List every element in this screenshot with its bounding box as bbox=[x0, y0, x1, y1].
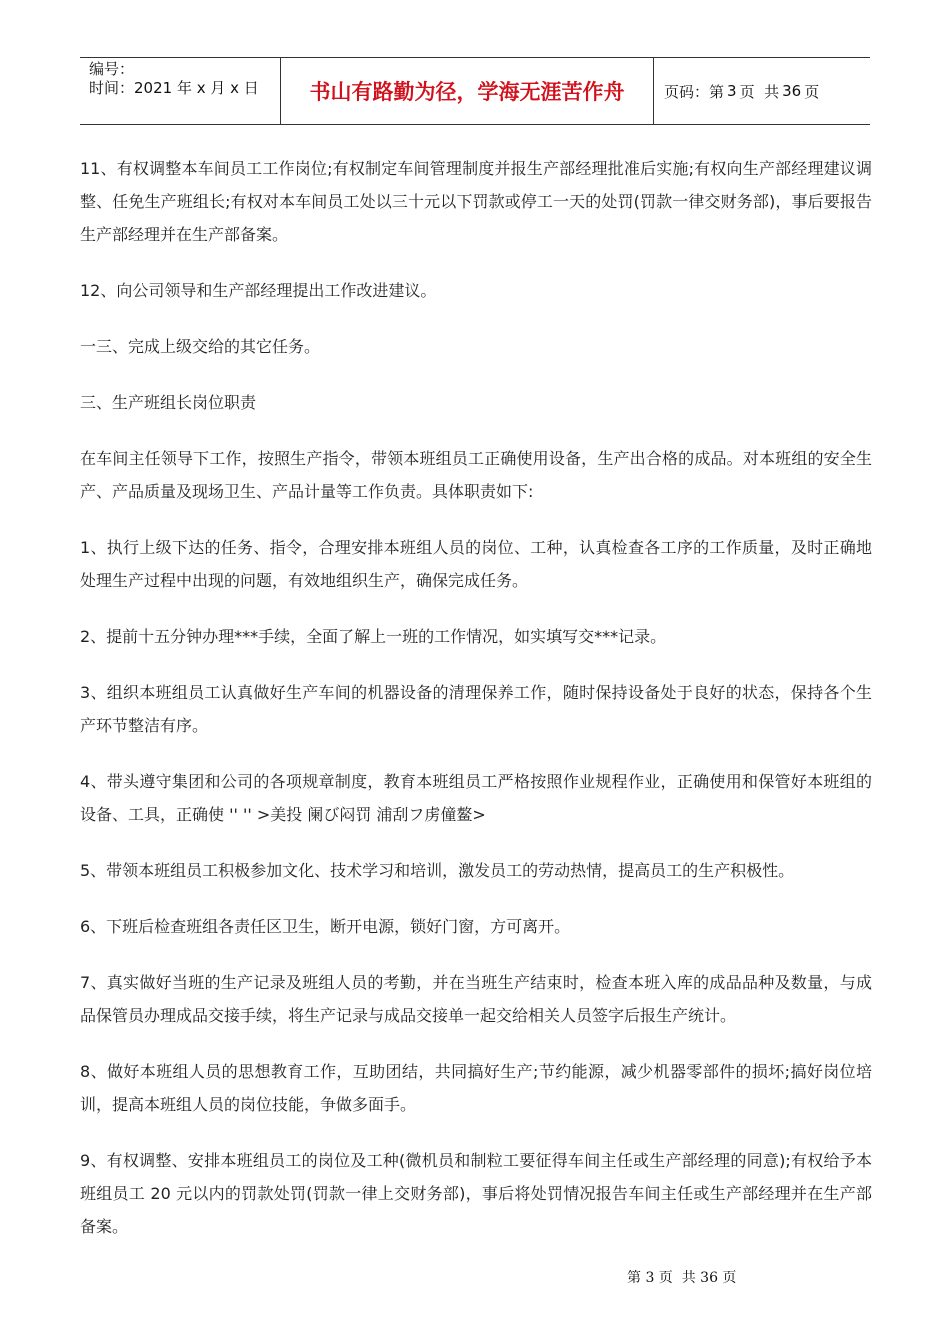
paragraph: 6、下班后检查班组各责任区卫生，断开电源，锁好门窗，方可离开。 bbox=[80, 917, 571, 936]
page-suffix: 页 bbox=[804, 82, 820, 101]
header-meta-cell bbox=[80, 58, 281, 124]
document-number-label: 编号： bbox=[89, 60, 135, 78]
paragraph: 8、做好本班组人员的思想教育工作，互助团结，共同搞好生产;节约能源，减少机器零部件的损坏;搞好岗位培训，提高本班组人员的岗位技能，争做多面手。 bbox=[80, 1062, 872, 1114]
page-total: 36 bbox=[782, 82, 802, 100]
paragraph: 2、提前十五分钟办理***手续，全面了解上一班的工作情况，如实填写交***记录。 bbox=[80, 627, 667, 646]
header-page-info bbox=[654, 58, 870, 124]
paragraph: 9、有权调整、安排本班组员工的岗位及工种(微机员和制粒工要征得车间主任或生产部经理的同意);有权给予本班组员工 20 元以内的罚款处罚(罚款一律上交财务部)，事后将处罚情况报告车间主任或生产部经理并在生产部备案。 bbox=[80, 1151, 872, 1236]
document-header bbox=[80, 57, 870, 125]
section-heading: 三、生产班组长岗位职责 bbox=[80, 393, 257, 412]
document-date: 时间：2021 年 x 月 x 日 bbox=[89, 79, 259, 97]
paragraph: 11、有权调整本车间员工工作岗位;有权制定车间管理制度并报生产部经理批准后实施;有权向生产部经理建议调整、任免生产班组长;有权对本车间员工处以三十元以下罚款或停工一天的处罚(罚款一律交财务部)，事后要报告生产部经理并在生产部备案。 bbox=[80, 159, 872, 244]
paragraph: 12、向公司领导和生产部经理提出工作改进建议。 bbox=[80, 281, 437, 300]
header-motto: 书山有路勤为径，学海无涯苦作舟 bbox=[281, 58, 654, 124]
paragraph: 3、组织本班组员工认真做好生产车间的机器设备的清理保养工作，随时保持设备处于良好的状态，保持各个生产环节整洁有序。 bbox=[80, 683, 872, 735]
paragraph: 一三、完成上级交给的其它任务。 bbox=[80, 337, 321, 356]
page-footer: 第 3 页 共 36 页 bbox=[627, 1270, 737, 1286]
paragraph: 1、执行上级下达的任务、指令，合理安排本班组人员的岗位、工种，认真检查各工序的工作质量，及时正确地处理生产过程中出现的问题，有效地组织生产，确保完成任务。 bbox=[80, 538, 872, 590]
paragraph: 4、带头遵守集团和公司的各项规章制度，教育本班组员工严格按照作业规程作业，正确使用和保管好本班组的设备、工具，正确使 '' '' >美投 阑び闷罚 浦刮フ虏僮鳌> bbox=[80, 772, 872, 824]
page-prefix: 页码：第 bbox=[664, 82, 725, 101]
page-mid: 页 共 bbox=[739, 82, 780, 101]
paragraph: 在车间主任领导下工作，按照生产指令，带领本班组员工正确使用设备，生产出合格的成品。对本班组的安全生产、产品质量及现场卫生、产品计量等工作负责。具体职责如下: bbox=[80, 449, 872, 501]
paragraph: 7、真实做好当班的生产记录及班组人员的考勤，并在当班生产结束时，检查本班入库的成品品种及数量，与成品保管员办理成品交接手续，将生产记录与成品交接单一起交给相关人员签字后报生产统计。 bbox=[80, 973, 872, 1025]
document-body bbox=[80, 152, 872, 1266]
page-number: 3 bbox=[727, 82, 737, 100]
paragraph: 5、带领本班组员工积极参加文化、技术学习和培训，激发员工的劳动热情，提高员工的生产积极性。 bbox=[80, 861, 795, 880]
